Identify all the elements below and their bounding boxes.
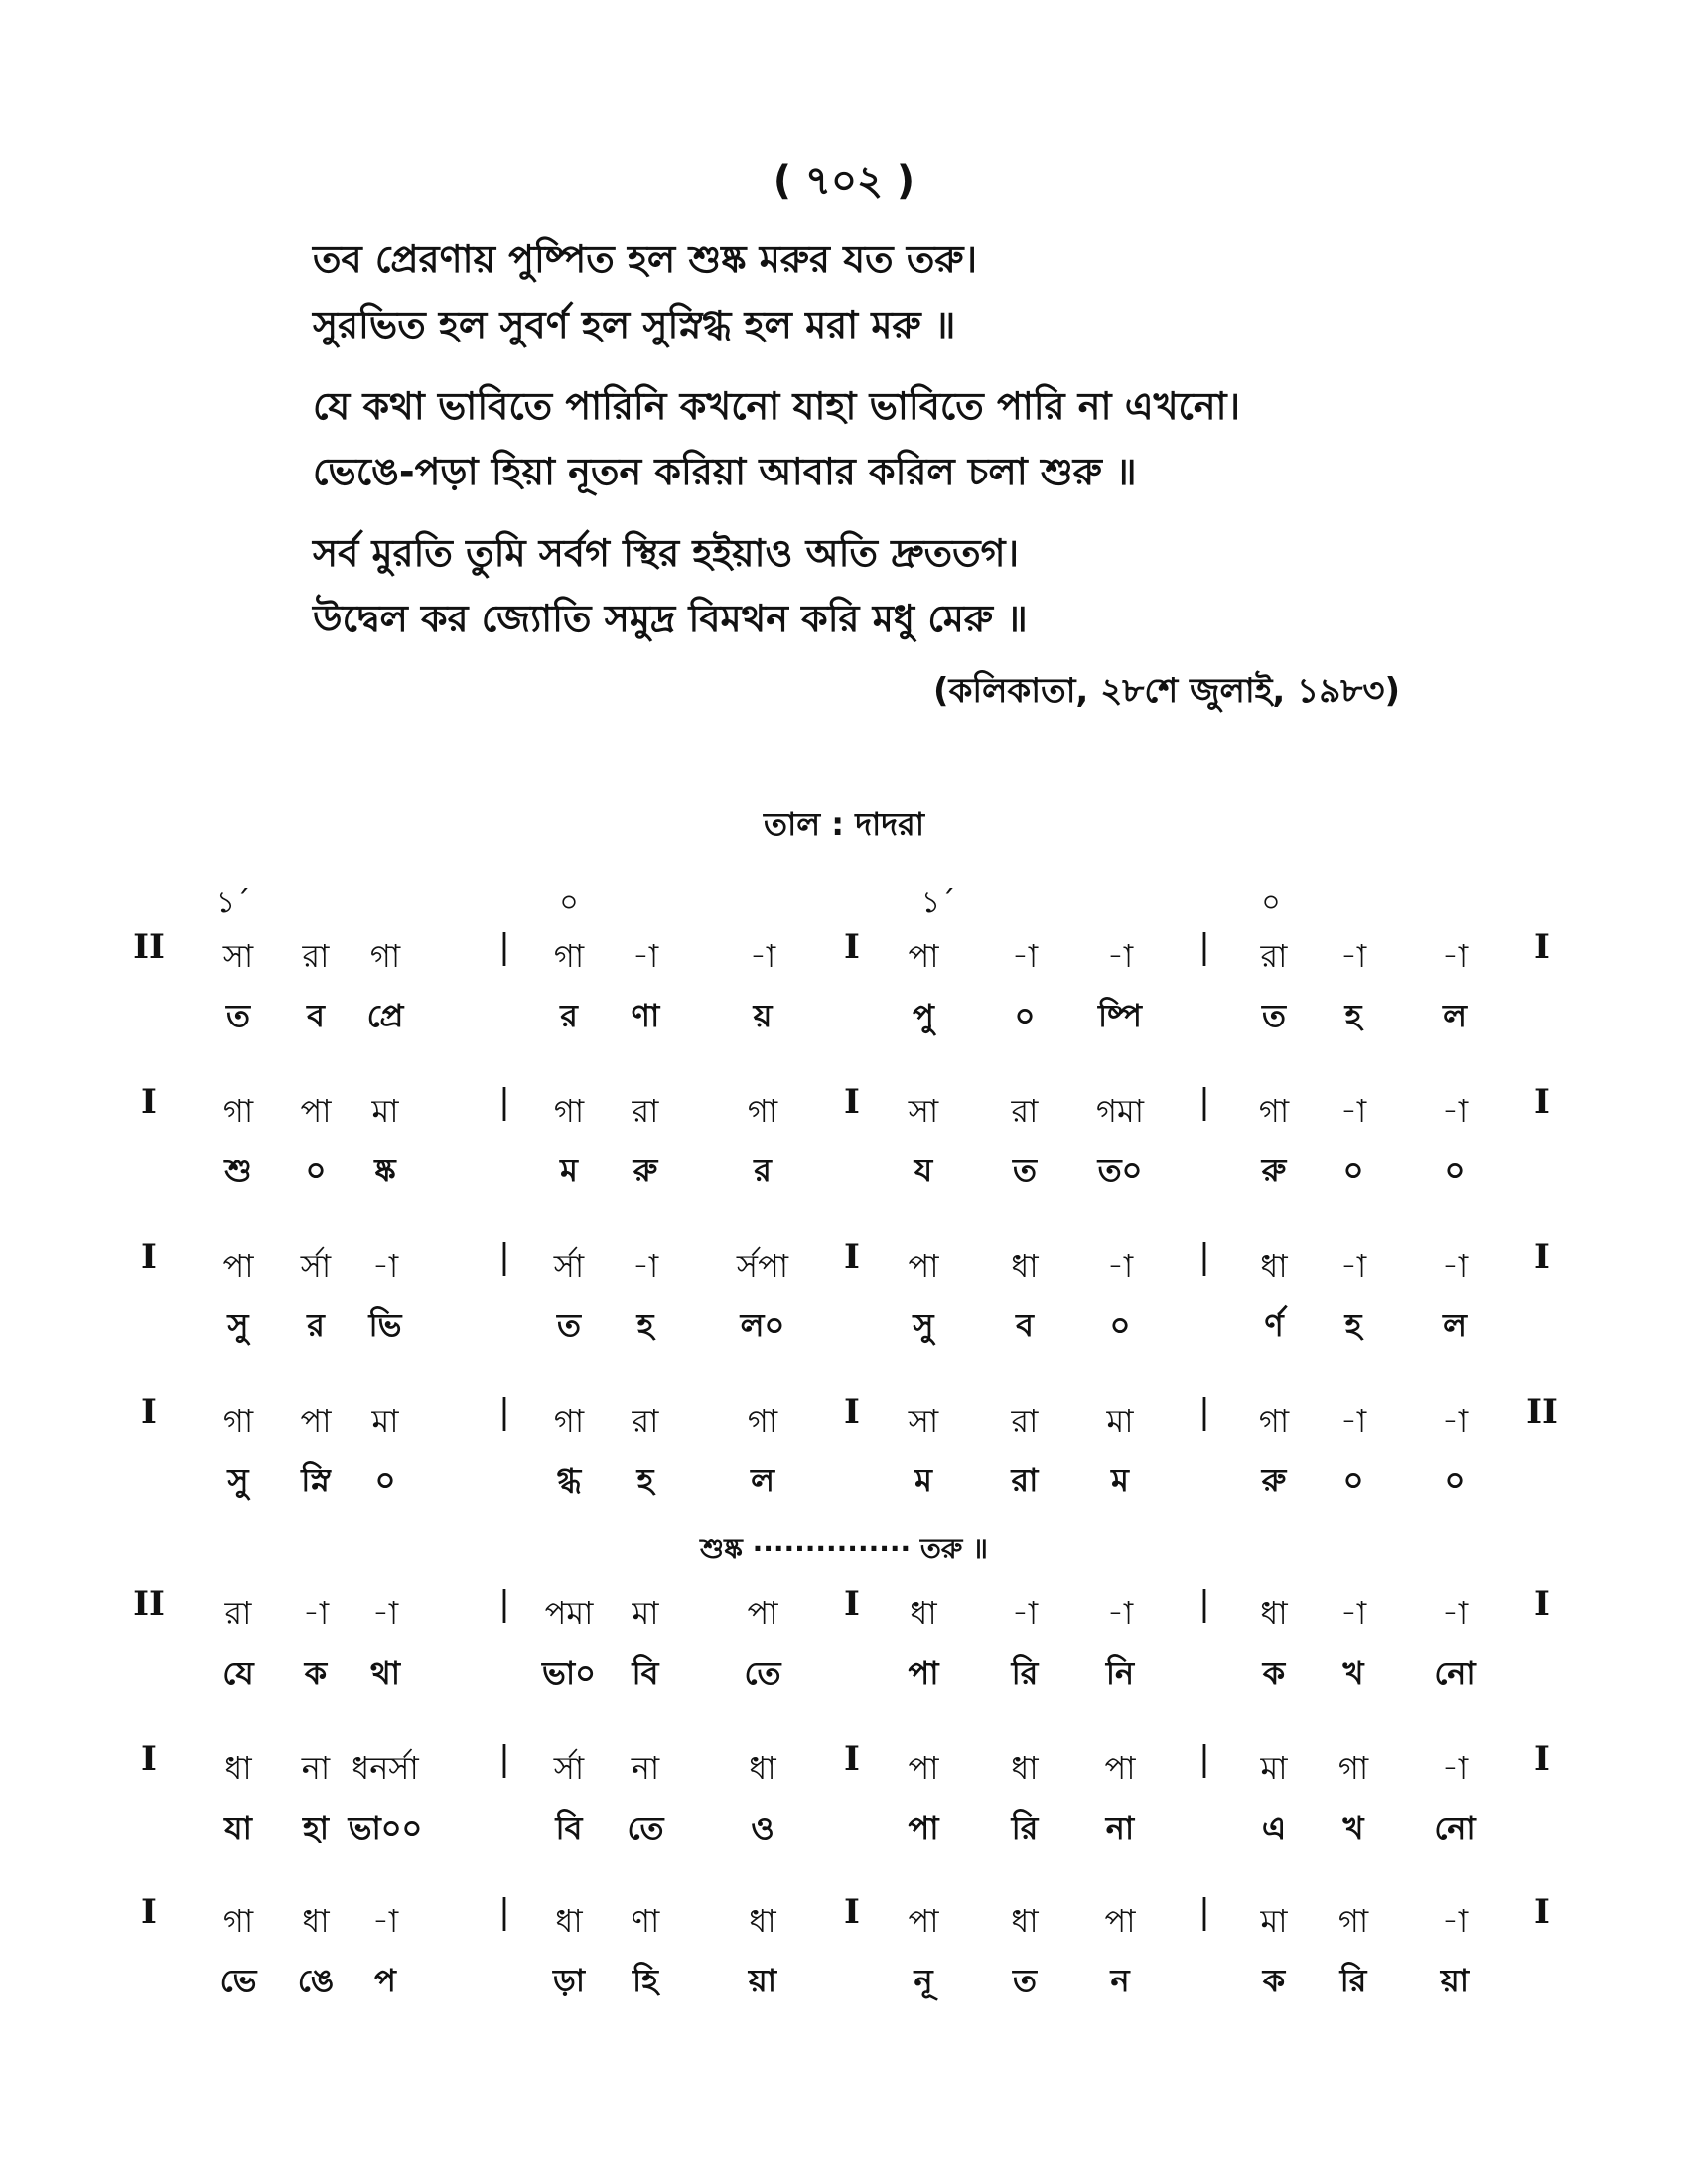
lyric-syllable: ষ্ক <box>374 1152 396 1189</box>
swara-note: পা <box>908 1247 939 1285</box>
lyric-syllable: ০ <box>1342 1152 1364 1189</box>
swara-note: ধা <box>1260 1247 1288 1285</box>
lyric-syllable: তে <box>627 1809 664 1846</box>
bar-line: I <box>141 1082 157 1122</box>
swara-note: ধা <box>1260 1594 1288 1632</box>
lyric-syllable: রি <box>1011 1809 1039 1846</box>
swara-note: গা <box>553 1092 585 1130</box>
swara-note: ধনর্সা <box>352 1749 419 1787</box>
lyric-syllable: খ <box>1342 1654 1364 1692</box>
bar-line: I <box>844 927 860 967</box>
swara-note: পা <box>222 1247 254 1285</box>
lyric-syllable: হ <box>636 1461 654 1499</box>
bar-line: | <box>1198 1892 1210 1932</box>
lyric-syllable: হ <box>1344 997 1362 1034</box>
swara-note: গা <box>222 1902 254 1940</box>
lyric-syllable: ঙে <box>297 1962 335 1999</box>
swara-note: ণা <box>631 1902 660 1940</box>
lyric-syllable: যা <box>224 1809 252 1846</box>
swara-note: -া <box>1011 1594 1039 1632</box>
swara-note: মা <box>371 1402 399 1439</box>
swara-note: রা <box>1260 937 1288 975</box>
swara-note: গা <box>222 1092 254 1130</box>
swara-note: গা <box>1337 1902 1369 1940</box>
bar-line: | <box>498 1392 510 1432</box>
swara-note: পা <box>300 1402 332 1439</box>
bar-line: I <box>844 1739 860 1779</box>
bar-line: | <box>498 1237 510 1277</box>
lyric-syllable: রা <box>1011 1461 1039 1499</box>
bar-line: | <box>498 1892 510 1932</box>
bar-line: | <box>1198 1082 1210 1122</box>
swara-note: মা <box>1260 1749 1288 1787</box>
lyric-syllable: ব <box>307 997 325 1034</box>
lyric-syllable: প <box>374 1962 396 1999</box>
lyric-syllable: র্ণ <box>1264 1306 1284 1344</box>
lyric-syllable: য়া <box>748 1962 777 1999</box>
lyric-syllable: নো <box>1434 1654 1476 1692</box>
lyric-syllable: ম <box>914 1461 932 1499</box>
lyric-syllable: ম <box>1111 1461 1129 1499</box>
bar-line: II <box>133 927 165 967</box>
lyric-syllable: ০ <box>1014 997 1036 1034</box>
refrain-end: তরু ॥ <box>919 1532 988 1565</box>
lyric-syllable: রি <box>1339 1962 1367 1999</box>
lyric-syllable: হ <box>1344 1306 1362 1344</box>
swara-note: -া <box>1339 1092 1367 1130</box>
bar-line: I <box>844 1892 860 1932</box>
swara-note: -া <box>1106 1594 1134 1632</box>
lyric-syllable: শু <box>224 1152 252 1189</box>
swara-note: -া <box>1441 1247 1469 1285</box>
beat-marker: ১´ <box>920 886 956 920</box>
lyric-syllable: ভা০ <box>542 1654 596 1692</box>
bar-line: I <box>141 1739 157 1779</box>
lyric-syllable: ক <box>1262 1654 1286 1692</box>
bar-line: | <box>498 1584 510 1624</box>
swara-note: -া <box>1339 937 1367 975</box>
lyric-syllable: ল <box>1443 1306 1467 1344</box>
bar-line: | <box>1198 1584 1210 1624</box>
lyric-syllable: হা <box>302 1809 330 1846</box>
bar-line: I <box>1534 1082 1550 1122</box>
swara-note: ধা <box>749 1749 776 1787</box>
bar-line: | <box>1198 1237 1210 1277</box>
swara-note: -া <box>371 1902 399 1940</box>
page-number: ( ৭০২ ) <box>773 158 915 204</box>
refrain-start: শুষ্ক <box>700 1532 743 1565</box>
swara-note: পমা <box>544 1594 594 1632</box>
lyric-syllable: সু <box>227 1461 249 1499</box>
lyric-syllable: রু <box>633 1152 658 1189</box>
lyric-syllable: প্রে <box>366 997 404 1034</box>
swara-note: মা <box>632 1594 659 1632</box>
lyric-syllable: ষ্পি <box>1098 997 1142 1034</box>
swara-note: রা <box>632 1402 659 1439</box>
swara-note: ধা <box>224 1749 252 1787</box>
swara-note: পা <box>908 1749 939 1787</box>
lyric-syllable: থা <box>369 1654 401 1692</box>
lyric-syllable: রি <box>1011 1654 1039 1692</box>
lyric-syllable: গ্ধ <box>556 1461 582 1499</box>
swara-note: ধা <box>1011 1902 1039 1940</box>
lyric-syllable: বি <box>555 1809 583 1846</box>
lyric-syllable: নূ <box>914 1962 933 1999</box>
tala-heading: তাল : দাদরা <box>764 805 924 843</box>
bar-line: | <box>498 927 510 967</box>
poem-line: উদ্বেল কর জ্যোতি সমুদ্র বিমথন করি মধু মেরু ॥ <box>313 597 1028 640</box>
lyric-syllable: তে <box>744 1654 781 1692</box>
swara-note: না <box>631 1749 660 1787</box>
swara-note: -া <box>1441 937 1469 975</box>
poem-line: যে কথা ভাবিতে পারিনি কখনো যাহা ভাবিতে পারি না এখনো। <box>313 384 1241 428</box>
swara-note: র্সা <box>553 1247 585 1285</box>
swara-note: র্সপা <box>736 1247 789 1285</box>
bar-line: | <box>1198 1739 1210 1779</box>
lyric-syllable: স্নি <box>301 1461 331 1499</box>
swara-note: গা <box>553 937 585 975</box>
lyric-syllable: ক <box>304 1654 328 1692</box>
bar-line: I <box>844 1584 860 1624</box>
swara-note: সা <box>222 937 254 975</box>
swara-note: গা <box>222 1402 254 1439</box>
poem-line: তব প্রেরণায় পুষ্পিত হল শুষ্ক মরুর যত তরু। <box>313 237 978 281</box>
swara-note: -া <box>1441 1902 1469 1940</box>
swara-note: রা <box>1011 1402 1039 1439</box>
bar-line: | <box>1198 1392 1210 1432</box>
lyric-syllable: ০ <box>1444 1461 1466 1499</box>
swara-note: -া <box>632 1247 659 1285</box>
swara-note: পা <box>747 1594 778 1632</box>
poem-line: সর্ব মুরতি তুমি সর্বগ স্থির হইয়াও অতি দ্রুততগ। <box>313 531 1020 575</box>
lyric-syllable: রু <box>1261 1152 1287 1189</box>
bar-line: | <box>498 1082 510 1122</box>
lyric-syllable: ব <box>1016 1306 1034 1344</box>
beat-marker: ০ <box>559 886 579 920</box>
lyric-syllable: ত <box>556 1306 582 1344</box>
bar-line: I <box>1534 1739 1550 1779</box>
swara-note: র্সা <box>553 1749 585 1787</box>
lyric-syllable: য <box>914 1152 933 1189</box>
swara-note: -া <box>302 1594 330 1632</box>
lyric-syllable: যে <box>222 1654 254 1692</box>
lyric-syllable: পা <box>908 1654 939 1692</box>
swara-note: মা <box>1106 1402 1134 1439</box>
lyric-syllable: য়া <box>1440 1962 1470 1999</box>
lyric-syllable: ত <box>225 997 251 1034</box>
swara-note: পা <box>1104 1902 1136 1940</box>
lyric-syllable: ভে <box>219 1962 257 1999</box>
lyric-syllable: না <box>1105 1809 1135 1846</box>
swara-note: -া <box>1441 1749 1469 1787</box>
swara-note: রা <box>224 1594 252 1632</box>
bar-line: I <box>844 1237 860 1277</box>
swara-note: পা <box>300 1092 332 1130</box>
swara-note: সা <box>908 1092 939 1130</box>
swara-note: -া <box>1106 1247 1134 1285</box>
bar-line: II <box>133 1584 165 1624</box>
swara-note: সা <box>908 1402 939 1439</box>
lyric-syllable: ত <box>1261 997 1287 1034</box>
composition-place-date: (কলিকাতা, ২৮শে জুলাই, ১৯৮৩) <box>933 671 1400 711</box>
swara-note: ধা <box>1011 1247 1039 1285</box>
lyric-syllable: পু <box>913 997 934 1034</box>
refrain-indicator <box>0 1527 1688 1573</box>
lyric-syllable: সু <box>227 1306 249 1344</box>
swara-note: ধা <box>555 1902 583 1940</box>
lyric-syllable: ড়া <box>552 1962 586 1999</box>
swara-note: মা <box>371 1092 399 1130</box>
poem-line: সুরভিত হল সুবর্ণ হল সুস্নিগ্ধ হল মরা মরু ॥ <box>313 303 956 346</box>
swara-note: গমা <box>1095 1092 1145 1130</box>
swara-note: -া <box>1441 1402 1469 1439</box>
swara-note: ধা <box>749 1902 776 1940</box>
swara-note: না <box>301 1749 331 1787</box>
lyric-syllable: ন <box>1110 1962 1130 1999</box>
lyric-syllable: ল০ <box>740 1306 785 1344</box>
lyric-syllable: ত <box>1012 1962 1038 1999</box>
swara-note: গা <box>369 937 401 975</box>
swara-note: -া <box>1106 937 1134 975</box>
lyric-syllable: ও <box>751 1809 774 1846</box>
poem-line: ভেঙে-পড়া হিয়া নূতন করিয়া আবার করিল চলা শুরু ॥ <box>313 450 1137 493</box>
swara-note: -া <box>1339 1594 1367 1632</box>
swara-note: র্সা <box>300 1247 332 1285</box>
lyric-syllable: ০ <box>374 1461 396 1499</box>
lyric-syllable: নি <box>1105 1654 1135 1692</box>
bar-line: I <box>1534 1584 1550 1624</box>
lyric-syllable: সু <box>913 1306 934 1344</box>
lyric-syllable: ম <box>560 1152 578 1189</box>
lyric-syllable: ভি <box>368 1306 402 1344</box>
lyric-syllable: পা <box>908 1809 939 1846</box>
lyric-syllable: হ <box>636 1306 654 1344</box>
bar-line: I <box>1534 927 1550 967</box>
lyric-syllable: র <box>307 1306 325 1344</box>
swara-note: গা <box>553 1402 585 1439</box>
bar-line: I <box>1534 1237 1550 1277</box>
bar-line: I <box>141 1392 157 1432</box>
lyric-syllable: ০ <box>1342 1461 1364 1499</box>
swara-note: রা <box>302 937 330 975</box>
beat-marker: ১´ <box>215 886 251 920</box>
swara-note: গা <box>1258 1402 1290 1439</box>
beat-marker: ০ <box>1261 886 1281 920</box>
swara-note: -া <box>1441 1594 1469 1632</box>
swara-note: ধা <box>910 1594 937 1632</box>
lyric-syllable: ০ <box>1109 1306 1131 1344</box>
lyric-syllable: ণা <box>631 997 660 1034</box>
swara-note: পা <box>908 937 939 975</box>
lyric-syllable: হি <box>633 1962 658 1999</box>
swara-note: রা <box>1011 1092 1039 1130</box>
lyric-syllable: ত <box>1012 1152 1038 1189</box>
swara-note: গা <box>747 1402 778 1439</box>
swara-note: -া <box>371 1247 399 1285</box>
lyric-syllable: ত০ <box>1097 1152 1143 1189</box>
lyric-syllable: এ <box>1261 1809 1287 1846</box>
swara-note: -া <box>1339 1247 1367 1285</box>
lyric-syllable: র <box>560 997 578 1034</box>
lyric-syllable: নো <box>1434 1809 1476 1846</box>
lyric-syllable: ভা০০ <box>348 1809 423 1846</box>
bar-line: | <box>1198 927 1210 967</box>
bar-line: I <box>1534 1892 1550 1932</box>
lyric-syllable: ০ <box>305 1152 327 1189</box>
swara-note: মা <box>1260 1902 1288 1940</box>
swara-note: -া <box>749 937 776 975</box>
bar-line: I <box>141 1892 157 1932</box>
swara-note: ধা <box>1011 1749 1039 1787</box>
swara-note: গা <box>1258 1092 1290 1130</box>
swara-note: -া <box>371 1594 399 1632</box>
bar-line: II <box>1526 1392 1558 1432</box>
lyric-syllable: ক <box>1262 1962 1286 1999</box>
bar-line: | <box>498 1739 510 1779</box>
lyric-syllable: ল <box>751 1461 774 1499</box>
lyric-syllable: রু <box>1261 1461 1287 1499</box>
bar-line: I <box>844 1082 860 1122</box>
refrain-dots: ··············· <box>752 1532 912 1565</box>
swara-note: রা <box>632 1092 659 1130</box>
swara-note: গা <box>1337 1749 1369 1787</box>
lyric-syllable: ০ <box>1444 1152 1466 1189</box>
lyric-syllable: বি <box>632 1654 659 1692</box>
swara-note: গা <box>747 1092 778 1130</box>
swara-note: -া <box>1339 1402 1367 1439</box>
lyric-syllable: ল <box>1443 997 1467 1034</box>
swara-note: পা <box>1104 1749 1136 1787</box>
swara-note: পা <box>908 1902 939 1940</box>
bar-line: I <box>844 1392 860 1432</box>
bar-line: I <box>141 1237 157 1277</box>
swara-note: -া <box>1441 1092 1469 1130</box>
lyric-syllable: য় <box>753 997 773 1034</box>
swara-note: -া <box>1011 937 1039 975</box>
lyric-syllable: র <box>754 1152 772 1189</box>
lyric-syllable: খ <box>1342 1809 1364 1846</box>
swara-note: -া <box>632 937 659 975</box>
swara-note: ধা <box>302 1902 330 1940</box>
